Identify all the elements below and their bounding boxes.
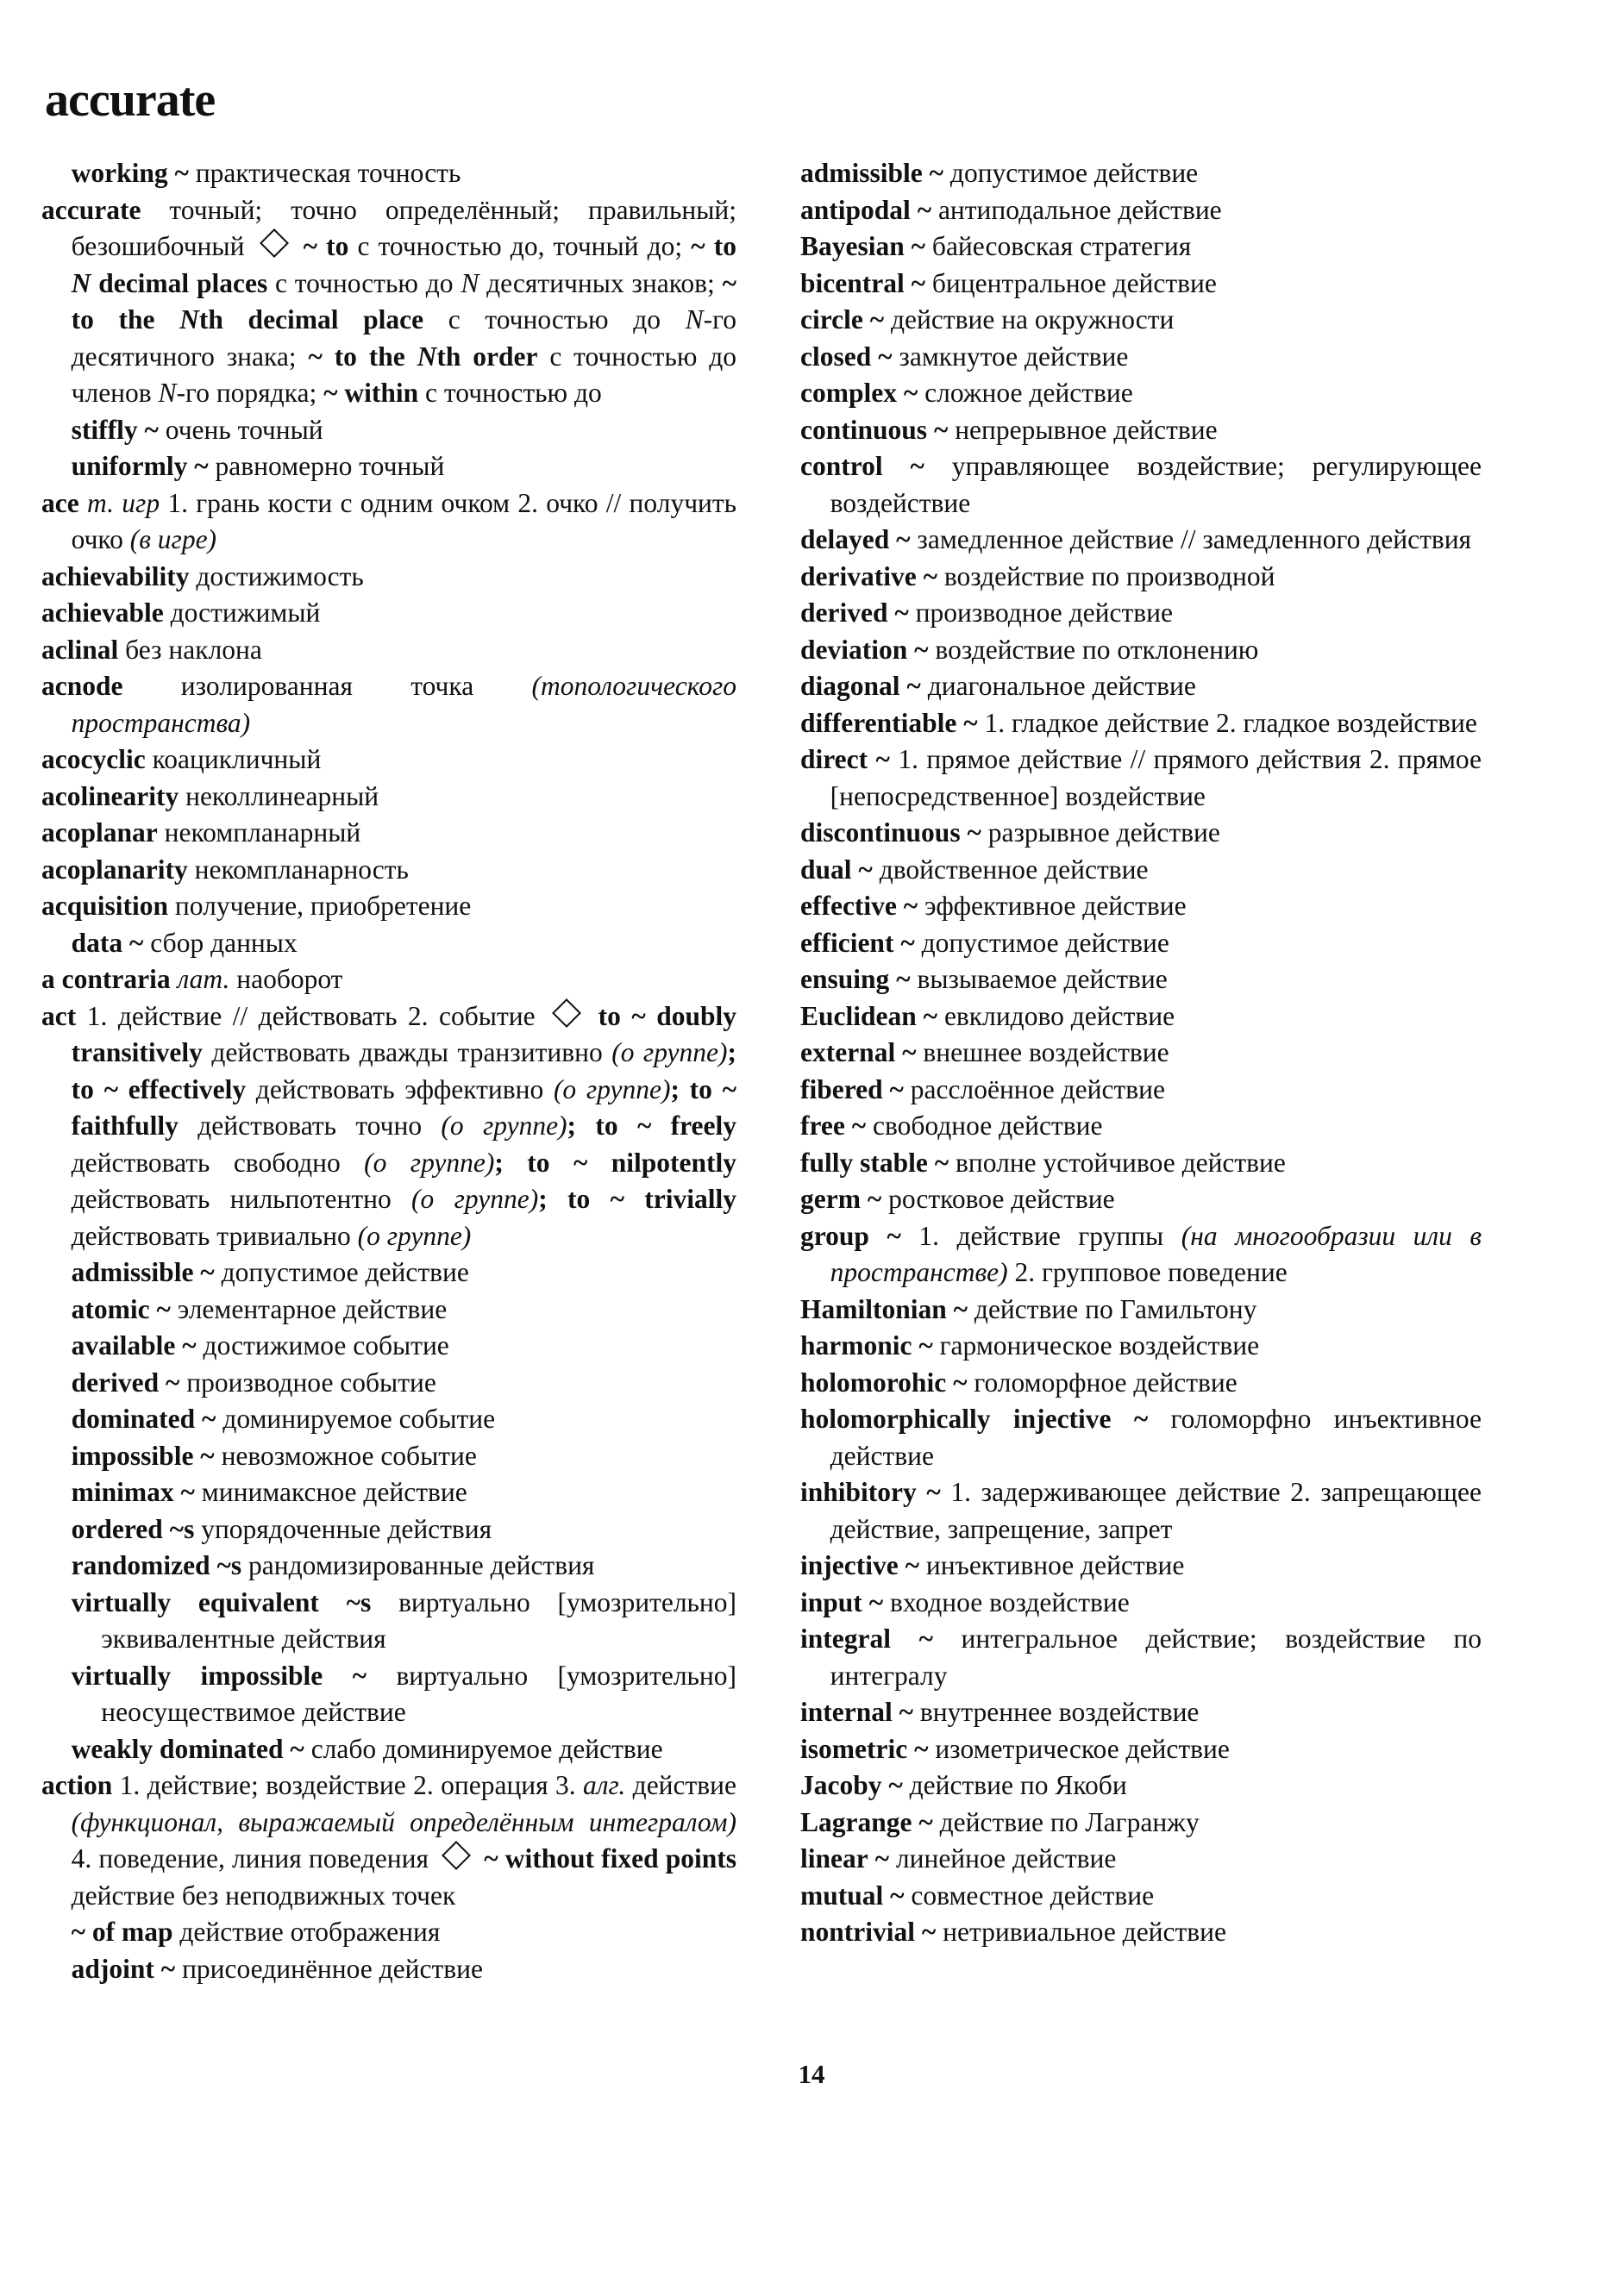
- dictionary-entry: dual ~ двойственное действие: [800, 854, 1149, 885]
- dictionary-entry: dominated ~ доминируемое событие: [71, 1404, 496, 1434]
- dictionary-entry: injective ~ инъективное действие: [800, 1550, 1185, 1580]
- dictionary-entry: derived ~ производное событие: [71, 1367, 436, 1398]
- diamond-icon: [552, 998, 581, 1028]
- dictionary-entry: aclinal без наклона: [41, 634, 262, 665]
- dictionary-entry: randomized ~s рандомизированные действия: [71, 1550, 595, 1580]
- dictionary-entry: free ~ свободное действие: [800, 1110, 1103, 1141]
- dictionary-entry: ensuing ~ вызываемое действие: [800, 964, 1168, 994]
- dictionary-entry: derived ~ производное действие: [800, 597, 1173, 628]
- dictionary-entry: antipodal ~ антиподальное действие: [800, 194, 1222, 225]
- dictionary-entry: achievable достижимый: [41, 597, 321, 628]
- dictionary-entry: uniformly ~ равномерно точный: [71, 451, 445, 481]
- dictionary-entry: fibered ~ расслоённое действие: [800, 1073, 1165, 1104]
- dictionary-entry: holomorphically injective ~ голоморфно инъективное действие: [800, 1404, 1482, 1471]
- dictionary-entry: diagonal ~ диагональное действие: [800, 671, 1196, 701]
- dictionary-entry: admissible ~ допустимое действие: [71, 1257, 469, 1287]
- dictionary-entry: acoplanarity некомпланарность: [41, 854, 409, 885]
- dictionary-entry: closed ~ замкнутое действие: [800, 341, 1129, 372]
- dictionary-entry: complex ~ сложное действие: [800, 378, 1133, 408]
- dictionary-entry: stiffly ~ очень точный: [71, 414, 323, 445]
- diamond-icon: [442, 1841, 471, 1870]
- dictionary-entry: acnode изолированная точка (топологического пространства): [41, 671, 736, 738]
- dictionary-entry: nontrivial ~ нетривиальное действие: [800, 1917, 1226, 1947]
- dictionary-entry: action 1. действие; воздействие 2. операция 3. алг. действие (функционал, выражаемый определённым интегралом) 4. поведение, линия поведения ~ without fixed points действие без неподвижных точек: [41, 1770, 736, 1911]
- dictionary-entry: minimax ~ минимаксное действие: [71, 1477, 467, 1507]
- dictionary-entry: delayed ~ замедленное действие // замедленного действия: [800, 524, 1472, 554]
- dictionary-entry: act 1. действие // действовать 2. событие to ~ doubly transitively действовать дважды транзитивно (о группе); to ~ effectively действовать эффективно (о группе); to ~ faithfully действовать точно (о группе); to ~ freely действовать свободно (о группе); to ~ nilpotently действовать нильпотентно (о группе); to ~ trivially действовать тривиально (о группе): [41, 998, 736, 1255]
- dictionary-entry: accurate точный; точно определённый; правильный; безошибочный ~ to с точностью до, точный до; ~ to N decimal places с точностью до N десятичных знаков; ~ to the Nth decimal place с точностью до N-го десятичного знака; ~ to the Nth order с точностью до членов N-го порядка; ~ within с точностью до: [41, 194, 737, 408]
- dictionary-entry: Hamiltonian ~ действие по Гамильтону: [800, 1293, 1257, 1324]
- dictionary-entry: data ~ сбор данных: [71, 927, 298, 958]
- dictionary-entry: admissible ~ допустимое действие: [800, 158, 1199, 188]
- dictionary-entry: a contraria лат. наоборот: [41, 964, 343, 994]
- dictionary-entry: effective ~ эффективное действие: [800, 891, 1187, 921]
- dictionary-entry: Jacoby ~ действие по Якоби: [800, 1770, 1127, 1800]
- dictionary-entry: harmonic ~ гармоническое воздействие: [800, 1330, 1260, 1361]
- dictionary-entry: external ~ внешнее воздействие: [800, 1037, 1169, 1067]
- dictionary-entry: input ~ входное воздействие: [800, 1586, 1130, 1617]
- diamond-icon: [260, 228, 289, 258]
- left-column: [41, 155, 736, 1987]
- dictionary-entry: group ~ 1. действие группы (на многообразии или в пространстве) 2. групповое поведение: [800, 1220, 1482, 1287]
- dictionary-entry: acolinearity неколлинеарный: [41, 780, 379, 811]
- dictionary-entry: differentiable ~ 1. гладкое действие 2. гладкое воздействие: [800, 707, 1477, 738]
- dictionary-entry: atomic ~ элементарное действие: [71, 1293, 448, 1324]
- dictionary-entry: inhibitory ~ 1. задерживающее действие 2. запрещающее действие, запрещение, запрет: [800, 1477, 1482, 1544]
- dictionary-entry: isometric ~ изометрическое действие: [800, 1733, 1230, 1764]
- dictionary-entry: virtually impossible ~ виртуально [умозрительно] неосуществимое действие: [71, 1660, 736, 1727]
- dictionary-entry: adjoint ~ присоединённое действие: [71, 1953, 483, 1984]
- dictionary-entry: deviation ~ воздействие по отклонению: [800, 634, 1259, 665]
- dictionary-entry: germ ~ ростковое действие: [800, 1184, 1115, 1214]
- dictionary-entry: acquisition получение, приобретение: [41, 891, 472, 921]
- dictionary-entry: working ~ практическая точность: [71, 158, 461, 188]
- dictionary-entry: bicentral ~ бицентральное действие: [800, 267, 1217, 298]
- dictionary-entry: ~ of map действие отображения: [71, 1917, 441, 1947]
- dictionary-entry: integral ~ интегральное действие; воздействие по интегралу: [800, 1623, 1482, 1691]
- dictionary-entry: weakly dominated ~ слабо доминируемое действие: [71, 1733, 663, 1764]
- right-column: [800, 155, 1482, 1951]
- dictionary-entry: holomorohic ~ голоморфное действие: [800, 1367, 1238, 1398]
- dictionary-entry: Bayesian ~ байесовская стратегия: [800, 231, 1192, 261]
- dictionary-entry: acocyclic коацикличный: [41, 744, 322, 774]
- dictionary-entry: efficient ~ допустимое действие: [800, 927, 1169, 958]
- dictionary-entry: continuous ~ непрерывное действие: [800, 414, 1218, 445]
- dictionary-entry: Euclidean ~ евклидово действие: [800, 1000, 1175, 1031]
- dictionary-entry: fully stable ~ вполне устойчивое действие: [800, 1147, 1286, 1178]
- dictionary-entry: derivative ~ воздействие по производной: [800, 560, 1275, 591]
- dictionary-entry: control ~ управляющее воздействие; регулирующее воздействие: [800, 451, 1482, 518]
- dictionary-entry: Lagrange ~ действие по Лагранжу: [800, 1806, 1200, 1837]
- dictionary-entry: mutual ~ совместное действие: [800, 1880, 1155, 1911]
- dictionary-entry: ordered ~s упорядоченные действия: [71, 1513, 492, 1544]
- dictionary-entry: available ~ достижимое событие: [71, 1330, 449, 1361]
- dictionary-entry: direct ~ 1. прямое действие // прямого действия 2. прямое [непосредственное] воздействие: [800, 744, 1482, 811]
- dictionary-entry: acoplanar некомпланарный: [41, 817, 361, 848]
- dictionary-entry: discontinuous ~ разрывное действие: [800, 817, 1220, 848]
- page-number: 14: [798, 2059, 825, 2089]
- dictionary-entry: ace т. игр 1. грань кости с одним очком 2. очко // получить очко (в игре): [41, 487, 737, 554]
- guide-word: accurate: [45, 73, 216, 127]
- dictionary-entry: achievability достижимость: [41, 560, 364, 591]
- dictionary-entry: linear ~ линейное действие: [800, 1843, 1117, 1874]
- dictionary-entry: circle ~ действие на окружности: [800, 304, 1175, 335]
- dictionary-entry: virtually equivalent ~s виртуально [умозрительно] эквивалентные действия: [71, 1586, 736, 1654]
- dictionary-entry: internal ~ внутреннее воздействие: [800, 1697, 1200, 1727]
- dictionary-entry: impossible ~ невозможное событие: [71, 1440, 477, 1471]
